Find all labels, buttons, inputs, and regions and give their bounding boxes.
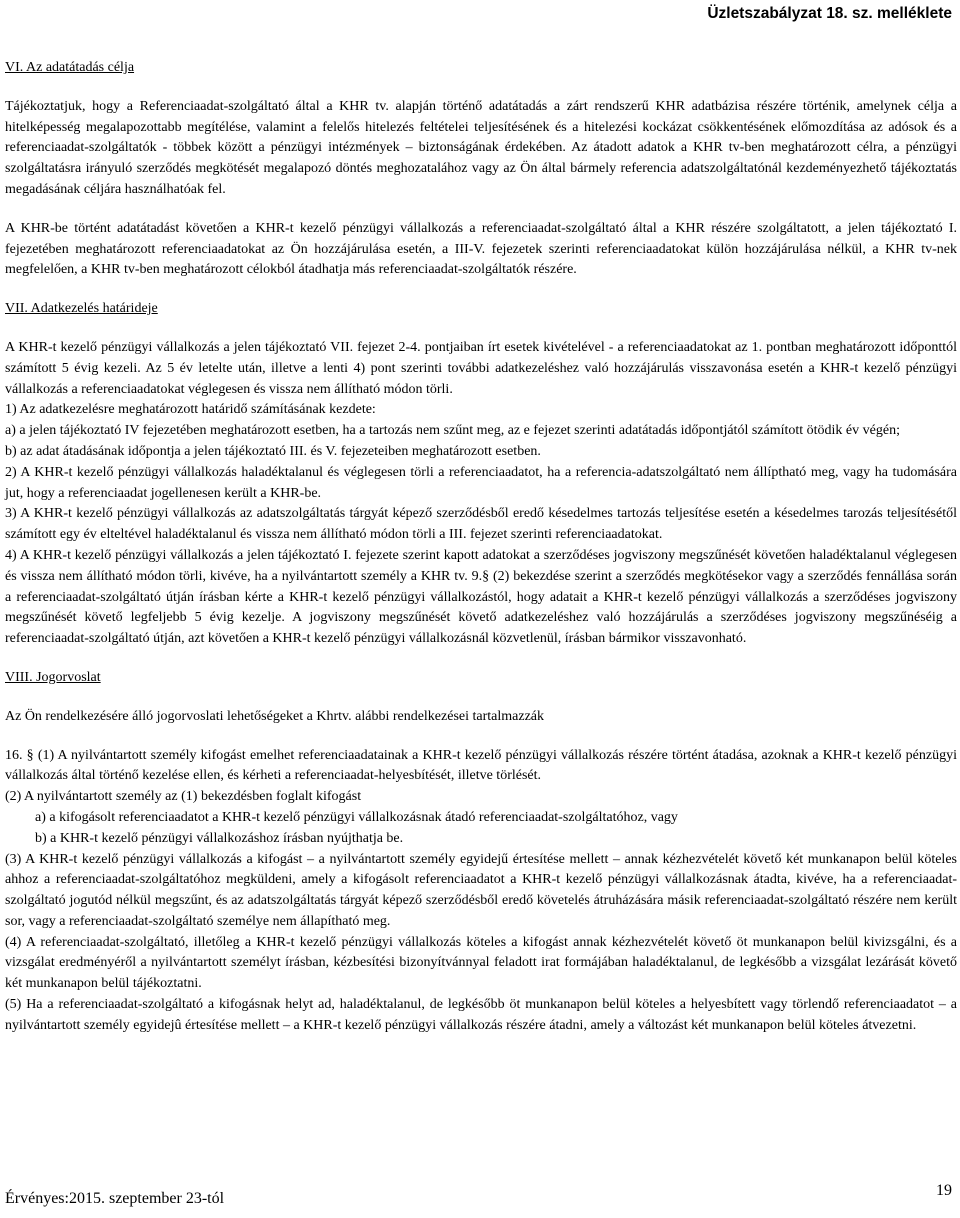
section-vii-item-a: a) a jelen tájékoztató IV fejezetében meghatározott esetben, ha a tartozás nem szűnt meg, az e fejezet szerinti adatátadás időpontjától számított ötödik év végén; bbox=[5, 423, 900, 439]
section-heading-vi: VI. Az adatátadás célja bbox=[5, 60, 135, 75]
section-vii-paragraph-1: A KHR-t kezelő pénzügyi vállalkozás a jelen tájékoztató VII. fejezet 2-4. pontjaiban írt esetek kivételével - a referenciaadatokat az 1. pontban meghatározott időponttól számított 5 évig kezeli. Az 5 év letelte után, illetve a lenti 4) pont szerinti további adatkezeléshez való hozzájárulás visszavonása esetén a KHR-t kezelő pénzügyi vállalkozás a referenciaadatokat véglegesen és vissza nem állítható módon törli. bbox=[5, 339, 957, 397]
section-heading-viii: VIII. Jogorvoslat bbox=[5, 669, 101, 685]
section-viii-paragraph-6: (5) Ha a referenciaadat-szolgáltató a kifogásnak helyt ad, haladéktalanul, de legkésőbb öt munkanapon belül köteles a helyesbített vagy törlendő referenciaadatot – a nyilvántartott személy egyidejû értesítése mellett – a KHR-t kezelő pénzügyi vállalkozás részére átadni, amely a változást két munkanapon belül köteles átvezetni. bbox=[5, 997, 957, 1033]
section-vii-item-b: b) az adat átadásának időpontja a jelen tájékoztató III. és V. fejezeteiben meghatározott esetben. bbox=[5, 443, 541, 459]
section-viii-item-a: a) a kifogásolt referenciaadatot a KHR-t kezelő pénzügyi vállalkozásnak átadó referenciaadat-szolgáltatóhoz, vagy bbox=[35, 809, 678, 825]
section-viii-item-b: b) a KHR-t kezelő pénzügyi vállalkozáshoz írásban nyújthatja be. bbox=[35, 830, 404, 846]
section-heading-vii: VII. Adatkezelés határideje bbox=[5, 301, 158, 317]
section-viii-paragraph-5: (4) A referenciaadat-szolgáltató, illetőleg a KHR-t kezelő pénzügyi vállalkozás köteles a kifogást annak kézhezvételét követő öt munkanapon belül kivizsgálni, és a vizsgálat eredményéről a nyilvántartott személyt írásban, kézbesítési bizonyítvánnyal feladott irat formájában haladéktalanul, de legkésőbb a vizsgálat lezárását követő két munkanapon belül tájékoztatni. bbox=[5, 934, 957, 992]
section-vi-paragraph-1: Tájékoztatjuk, hogy a Referenciaadat-szolgáltató által a KHR tv. alapján történő adatátadás a zárt rendszerű KHR adatbázisa részére történik, amelynek célja a hitelképesség megalapozottabb megítélése, valamint a felelős hitelezés feltételei teljesítésének és a hitelezési kockázat csökkentésének előmozdítása az adósok és a referenciaadat-szolgáltatók - többek között a pénzügyi intézmények – biztonságának érdekében. Az átadott adatok a KHR tv-ben meghatározott célra, a pénzügyi szolgáltatásra irányuló szerződés megkötését megalapozó döntés meghozatalához vagy az Ön által bármely referencia adatszolgáltatónál kezdeményezhető tájékoztatás megadásának céljára használhatóak fel. bbox=[5, 98, 957, 197]
section-viii-paragraph-4: (3) A KHR-t kezelő pénzügyi vállalkozás a kifogást – a nyilvántartott személy egyidejű értesítése mellett – annak kézhezvételét követő két munkanapon belül köteles ahhoz a referenciaadat-szolgáltatóhoz megküldeni, amely a kifogásolt referenciaadatot a KHR-t kezelő pénzügyi vállalkozásnak átadta, kivéve, ha a referenciaadat-szolgáltató jogutód nélkül megszűnt, és az adatszolgáltatás tárgyát képező szerződésből eredő követelés átruházására másik referenciaadat-szolgáltató részére nem került sor, vagy a referenciaadat-szolgáltató személye nem állapítható meg. bbox=[5, 851, 957, 929]
section-vii-paragraph-5: 4) A KHR-t kezelő pénzügyi vállalkozás a jelen tájékoztató I. fejezete szerint kapott adatokat a szerződéses jogviszony megszűnését követően haladéktalanul véglegesen és vissza nem állítható módon törli, kivéve, ha a nyilvántartott személy a KHR tv. 9.§ (2) bekezdése szerint a szerződés megkötésekor vagy a szerződés fennállása során a referenciaadat-szolgáltató útján írásban kérte a KHR-t kezelő pénzügyi vállalkozástól, hogy adatait a KHR-t kezelő pénzügyi vállalkozás a szerződéses jogviszony megszűnését követő legfeljebb 5 évig kezelje. A jogviszony megszűnését követő adatkezeléshez való hozzájárulás a szerződéses jogviszony megszűnéséig a referenciaadat-szolgáltató útján, azt követően a KHR-t kezelő pénzügyi vállalkozásnál közvetlenül, írásban bármikor visszavonható. bbox=[5, 547, 957, 647]
section-viii-paragraph-3: (2) A nyilvántartott személy az (1) bekezdésben foglalt kifogást bbox=[5, 789, 362, 805]
section-vii-paragraph-3: 2) A KHR-t kezelő pénzügyi vállalkozás haladéktalanul és véglegesen törli a referenciaadatot, ha a referencia-adatszolgáltató nem állíptható meg, vagy ha tudomására jut, hogy a referenciaadat jogellenesen került a KHR-be. bbox=[5, 464, 957, 501]
footer-page-number: 19 bbox=[936, 1182, 952, 1199]
document-body bbox=[5, 58, 957, 1037]
section-viii-paragraph-2: 16. § (1) A nyilvántartott személy kifogást emelhet referenciaadatainak a KHR-t kezelő pénzügyi vállalkozás részére történt átadása, azoknak a KHR-t kezelő pénzügyi vállalkozás által történő kezelése ellen, és kérheti a referenciaadat-helyesbítését, illetve törlését. bbox=[5, 747, 957, 784]
document-header-title: Üzletszabályzat 18. sz. melléklete bbox=[707, 5, 952, 22]
section-viii-paragraph-1: Az Ön rendelkezésére álló jogorvoslati lehetőségeket a Khrtv. alábbi rendelkezései tartalmazzák bbox=[5, 708, 545, 724]
footer-valid-from: Érvényes:2015. szeptember 23-tól bbox=[5, 1190, 225, 1207]
section-vii-paragraph-4: 3) A KHR-t kezelő pénzügyi vállalkozás az adatszolgáltatás tárgyát képező szerződésből eredő késedelmes tartozás teljesítése esetén a késedelmes tarozás teljesítésétől számított egy év elteltével haladéktalanul és vissza nem állítható módon törli a III. fejezet szerinti referenciaadatokat. bbox=[5, 506, 957, 543]
section-vi-paragraph-2: A KHR-be történt adatátadást követően a KHR-t kezelő pénzügyi vállalkozás a referenciaadat-szolgáltató által a KHR részére szolgáltatott, a jelen tájékoztató I. fejezetében meghatározott referenciaadatokat az Ön hozzájárulása esetén, a III-V. fejezetek szerinti referenciaadatokat külön hozzájárulása nélkül, a KHR tv-nek megfelelően, a KHR tv-ben meghatározott célokból átadhatja más referenciaadat-szolgáltatók részére. bbox=[5, 220, 957, 278]
section-vii-paragraph-2: 1) Az adatkezelésre meghatározott határidő számításának kezdete: bbox=[5, 402, 376, 418]
